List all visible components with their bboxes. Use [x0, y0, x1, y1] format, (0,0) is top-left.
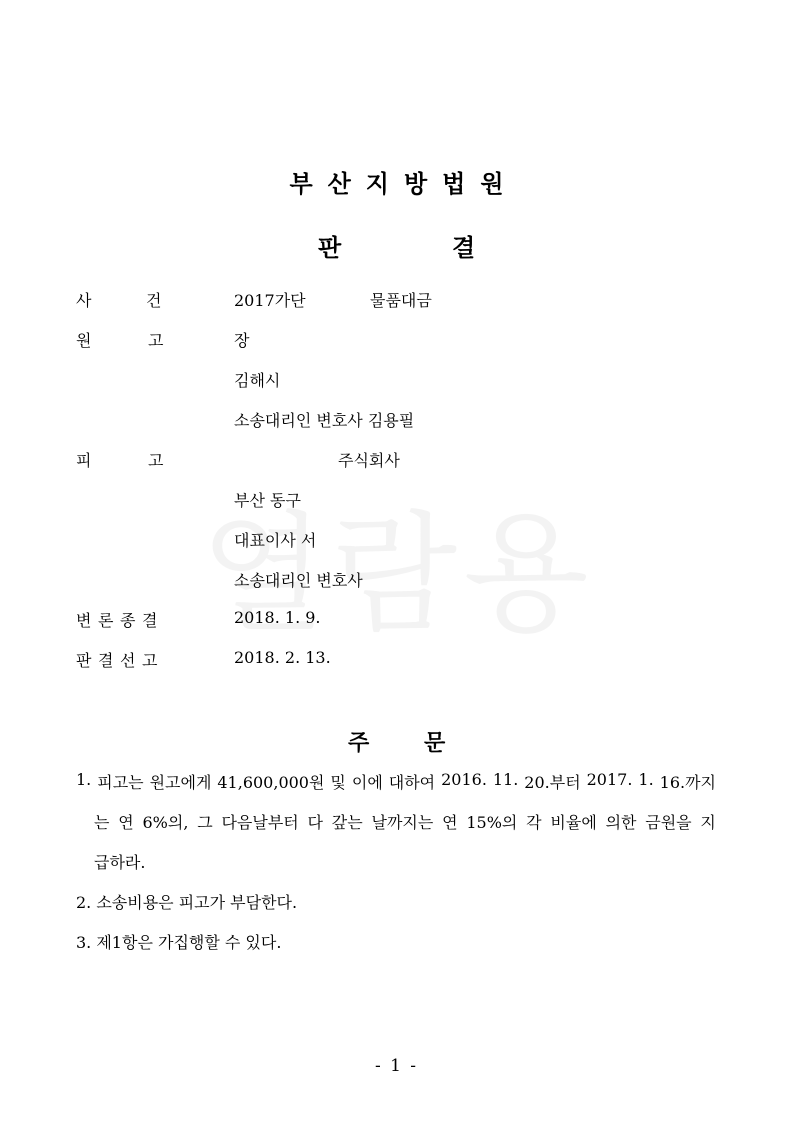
plaintiff-address: 김해시	[234, 371, 281, 390]
document-title	[0, 228, 793, 262]
closing-argument-date: 2018. 1. 9.	[234, 608, 321, 627]
order-item-2: 2. 소송비용은 피고가 부담한다.	[76, 893, 298, 912]
court-name: 부산지방법원	[289, 170, 519, 198]
order-item-1-line-2: 는 연 6%의, 그 다음날부터 다 갚는 날까지는 연 15%의 각 비율에 의한 금원을 지	[94, 813, 716, 832]
plaintiff-name: 장	[234, 331, 250, 350]
defendant-address: 부산 동구	[234, 491, 301, 510]
order-item-1-line-1: 1. 피고는 원고에게 41,600,000원 및 이에 대하여 2016. 11. 20.부터 2017. 1. 16.까지	[76, 770, 716, 792]
order-title-char: 문	[424, 731, 446, 756]
document-title-char: 판	[318, 234, 342, 262]
order-section-title	[0, 726, 793, 756]
defendant-attorney: 소송대리인 변호사	[234, 571, 363, 590]
case-type: 물품대금	[370, 291, 432, 310]
defendant-name: 주식회사	[338, 451, 400, 470]
page-number: - 1 -	[374, 1056, 419, 1076]
judgment-date: 2018. 2. 13.	[234, 648, 331, 667]
defendant-representative: 대표이사 서	[234, 531, 317, 550]
order-item-3: 3. 제1항은 가집행할 수 있다.	[76, 933, 282, 952]
plaintiff-attorney: 소송대리인 변호사 김용필	[234, 411, 415, 430]
order-item-1-line-3: 급하라.	[94, 853, 146, 872]
document-title-char: 결	[452, 234, 476, 262]
order-title-char: 주	[348, 731, 370, 756]
case-number: 2017가단	[234, 291, 306, 310]
